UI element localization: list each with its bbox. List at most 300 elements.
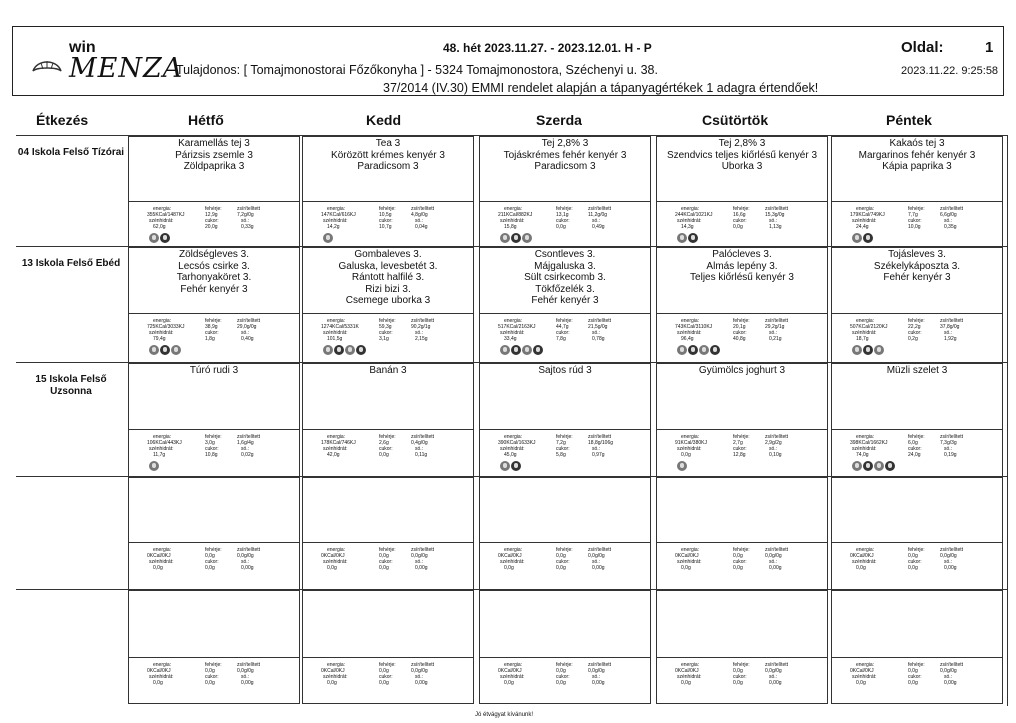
- protein-value: 0,0g: [379, 668, 389, 674]
- fat-value: 29,2g/1g: [765, 324, 785, 330]
- nutrition-cell: [656, 430, 828, 477]
- column-header-meal: Étkezés: [36, 112, 89, 128]
- carb-label: szénhidrát:: [852, 674, 877, 680]
- carb-value: 79,4g: [153, 336, 166, 342]
- allergen-icon: [533, 345, 543, 355]
- menu-item: Zöldségleves 3.: [178, 249, 250, 260]
- protein-label: fehérje:: [379, 547, 396, 553]
- menu-cell: [479, 363, 651, 430]
- protein-label: fehérje:: [205, 547, 222, 553]
- allergen-icon: [677, 345, 687, 355]
- menu-cell: [831, 247, 1003, 314]
- energy-value: 390KCal/1633KJ: [498, 440, 536, 446]
- allergen-icon: [522, 233, 532, 243]
- nutrition-cell: [479, 658, 651, 704]
- carb-label: szénhidrát:: [149, 218, 174, 224]
- fat-label: zsír/telített: [237, 547, 261, 553]
- logo-menza: MENZA: [69, 53, 184, 84]
- protein-label: fehérje:: [205, 206, 222, 212]
- fat-value: 0,0g/0g: [940, 668, 957, 674]
- carb-label: szénhidrát:: [323, 218, 348, 224]
- salt-label: só.:: [944, 330, 953, 336]
- carb-value: 0,0g: [681, 452, 691, 458]
- salt-label: só.:: [241, 559, 250, 565]
- nutrition-cell: [128, 543, 300, 590]
- sugar-value: 0,0g: [908, 680, 918, 686]
- menu-item: Tea 3: [375, 138, 401, 149]
- nutrition-cell: [479, 202, 651, 247]
- allergen-icon: [522, 345, 532, 355]
- carb-value: 62,0g: [153, 224, 166, 230]
- sugar-label: cukor:: [556, 674, 570, 680]
- menu-cell: [831, 590, 1003, 658]
- carb-label: szénhidrát:: [852, 446, 877, 452]
- fat-label: zsír/telített: [765, 206, 789, 212]
- salt-label: só.:: [241, 446, 250, 452]
- menu-item: Túró rudi 3: [189, 365, 239, 376]
- menu-item: Rizi bizi 3.: [365, 283, 411, 295]
- allergen-icon: [677, 233, 687, 243]
- fat-value: 90,2g/1g: [411, 324, 431, 330]
- sugar-label: cukor:: [379, 446, 393, 452]
- grid-right-border: [1007, 135, 1008, 706]
- fat-label: zsír/telített: [237, 434, 261, 440]
- energy-value: 1274KCal/5331K: [321, 324, 359, 330]
- menu-cell: [302, 590, 474, 658]
- sugar-value: 12,8g: [733, 452, 746, 458]
- fat-label: zsír/telített: [237, 318, 261, 324]
- meal-label: 15 Iskola Felső Uzsonna: [35, 374, 107, 397]
- salt-value: 1,92g: [944, 336, 957, 342]
- owner-line: Tulajdonos: [ Tomajmonostorai Főzőkonyha ] - 5324 Tomajmonostora, Széchenyi u. 38.: [176, 63, 658, 77]
- carb-label: szénhidrát:: [500, 330, 525, 336]
- energy-label: energia:: [504, 434, 523, 440]
- menu-item: Szendvics teljes kiőrlésű kenyér 3: [666, 149, 818, 161]
- menu-cell: [831, 477, 1003, 543]
- sugar-label: cukor:: [205, 330, 219, 336]
- nutrition-cell: [128, 658, 300, 704]
- salt-label: só.:: [944, 674, 953, 680]
- allergen-icon: [160, 345, 170, 355]
- energy-value: 244KCal/1021KJ: [675, 212, 713, 218]
- salt-label: só.:: [592, 218, 601, 224]
- menu-cell: [128, 590, 300, 658]
- salt-label: só.:: [769, 218, 778, 224]
- protein-value: 44,7g: [556, 324, 569, 330]
- salt-label: só.:: [415, 446, 424, 452]
- menu-item: Fehér kenyér 3: [883, 272, 951, 283]
- menu-cell: [656, 136, 828, 202]
- nutrition-cell: [656, 543, 828, 590]
- salt-value: 0,19g: [944, 452, 957, 458]
- allergen-icon: [160, 233, 170, 243]
- fat-label: zsír/telített: [940, 547, 964, 553]
- protein-value: 22,2g: [908, 324, 921, 330]
- allergen-icon: [511, 233, 521, 243]
- protein-label: fehérje:: [205, 434, 222, 440]
- energy-value: 398KCal/1662KJ: [850, 440, 888, 446]
- fat-value: 0,0g/0g: [237, 668, 254, 674]
- protein-label: fehérje:: [205, 318, 222, 324]
- column-header-day: Péntek: [886, 112, 932, 128]
- allergen-icon: [149, 233, 159, 243]
- sugar-value: 1,8g: [205, 336, 215, 342]
- sugar-value: 0,0g: [556, 680, 566, 686]
- fat-value: 15,3g/0g: [765, 212, 785, 218]
- sugar-value: 0,0g: [733, 680, 743, 686]
- carb-value: 101,5g: [327, 336, 343, 342]
- carb-value: 0,0g: [856, 680, 866, 686]
- nutrition-cell: [831, 658, 1003, 704]
- protein-value: 7,7g: [908, 212, 918, 218]
- energy-value: 0KCal/0KJ: [498, 668, 522, 674]
- allergen-icon: [885, 461, 895, 471]
- allergen-icon: [323, 345, 333, 355]
- energy-label: energia:: [153, 434, 172, 440]
- sugar-value: 10,7g: [379, 224, 392, 230]
- sugar-label: cukor:: [733, 446, 747, 452]
- allergen-icon: [852, 233, 862, 243]
- energy-label: energia:: [504, 206, 523, 212]
- carb-value: 0,0g: [681, 680, 691, 686]
- energy-label: energia:: [856, 662, 875, 668]
- protein-label: fehérje:: [379, 662, 396, 668]
- energy-value: 0KCal/0KJ: [850, 553, 874, 559]
- menu-item: Teljes kiőrlésű kenyér 3: [690, 272, 794, 283]
- allergen-icons: [149, 461, 159, 471]
- fat-label: zsír/telített: [940, 318, 964, 324]
- energy-label: energia:: [681, 434, 700, 440]
- sugar-value: 0,2g: [908, 336, 918, 342]
- allergen-icon: [710, 345, 720, 355]
- menu-item: Galuska, levesbetét 3.: [338, 260, 438, 272]
- protein-value: 16,6g: [733, 212, 746, 218]
- sugar-label: cukor:: [556, 446, 570, 452]
- salt-value: 0,00g: [241, 565, 254, 571]
- carb-label: szénhidrát:: [149, 559, 174, 565]
- fat-value: 2,9g/2g: [765, 440, 782, 446]
- fat-value: 6,6g/0g: [940, 212, 957, 218]
- menu-item: Sajtos rúd 3: [538, 365, 592, 376]
- allergen-icon: [500, 345, 510, 355]
- fat-label: zsír/telített: [765, 318, 789, 324]
- sugar-label: cukor:: [733, 330, 747, 336]
- nutrition-cell: [128, 314, 300, 363]
- menu-item: Tökfőzelék 3.: [535, 283, 595, 295]
- nutrition-cell: [302, 658, 474, 704]
- energy-value: 507KCal/2120KJ: [850, 324, 888, 330]
- fat-value: 0,0g/0g: [765, 553, 782, 559]
- carb-value: 24,4g: [856, 224, 869, 230]
- sugar-value: 40,8g: [733, 336, 746, 342]
- carb-value: 74,0g: [856, 452, 869, 458]
- salt-value: 0,33g: [241, 224, 254, 230]
- fat-value: 21,5g/0g: [588, 324, 608, 330]
- menu-cell: [479, 590, 651, 658]
- protein-value: 7,2g: [556, 440, 566, 446]
- energy-label: energia:: [856, 206, 875, 212]
- sugar-value: 5,8g: [556, 452, 566, 458]
- energy-value: 211KCal/882KJ: [498, 212, 533, 218]
- menu-cell: [302, 247, 474, 314]
- carb-value: 0,0g: [856, 565, 866, 571]
- energy-label: energia:: [681, 206, 700, 212]
- nutrition-cell: [831, 202, 1003, 247]
- salt-value: 0,00g: [944, 680, 957, 686]
- menu-item: Uborka 3: [721, 161, 763, 172]
- sugar-value: 3,1g: [379, 336, 389, 342]
- page-label: Oldal:: [901, 39, 944, 56]
- fat-label: zsír/telített: [940, 434, 964, 440]
- menu-cell: [656, 477, 828, 543]
- salt-label: só.:: [769, 559, 778, 565]
- carb-value: 42,0g: [327, 452, 340, 458]
- sugar-value: 10,8g: [205, 452, 218, 458]
- fat-label: zsír/telített: [765, 547, 789, 553]
- menu-item: Csontleves 3.: [534, 249, 596, 260]
- carb-label: szénhidrát:: [500, 674, 525, 680]
- energy-value: 0KCal/0KJ: [321, 553, 345, 559]
- sugar-label: cukor:: [205, 674, 219, 680]
- carb-label: szénhidrát:: [323, 446, 348, 452]
- sugar-label: cukor:: [733, 559, 747, 565]
- nutrition-cell: [302, 430, 474, 477]
- allergen-icon: [874, 345, 884, 355]
- salt-label: só.:: [415, 330, 424, 336]
- salt-value: 0,00g: [241, 680, 254, 686]
- energy-label: energia:: [681, 318, 700, 324]
- protein-value: 2,6g: [379, 440, 389, 446]
- menu-item: Karamellás tej 3: [178, 138, 250, 149]
- winmenza-logo: [29, 37, 184, 87]
- carb-value: 45,0g: [504, 452, 517, 458]
- energy-label: energia:: [153, 662, 172, 668]
- salt-label: só.:: [769, 674, 778, 680]
- salt-label: só.:: [592, 446, 601, 452]
- salt-label: só.:: [241, 330, 250, 336]
- protein-label: fehérje:: [733, 662, 750, 668]
- protein-label: fehérje:: [908, 662, 925, 668]
- energy-value: 355KCal/1487KJ: [147, 212, 185, 218]
- energy-value: 147KCal/616KJ: [321, 212, 356, 218]
- salt-label: só.:: [415, 674, 424, 680]
- menu-item: Palócleves 3.: [712, 249, 772, 260]
- allergen-icons: [852, 461, 895, 471]
- protein-value: 0,0g: [733, 553, 743, 559]
- salt-value: 0,00g: [769, 680, 782, 686]
- fat-label: zsír/telített: [411, 318, 435, 324]
- fat-label: zsír/telített: [588, 318, 612, 324]
- sugar-label: cukor:: [205, 446, 219, 452]
- protein-value: 0,0g: [556, 668, 566, 674]
- menu-cell: [831, 363, 1003, 430]
- carb-label: szénhidrát:: [500, 559, 525, 565]
- salt-value: 0,04g: [415, 224, 428, 230]
- allergen-icon: [874, 461, 884, 471]
- carb-label: szénhidrát:: [852, 559, 877, 565]
- menu-item: Fehér kenyér 3: [180, 283, 248, 295]
- nutrition-cell: [656, 658, 828, 704]
- nutrition-cell: [831, 314, 1003, 363]
- nutrition-cell: [128, 202, 300, 247]
- allergen-icon: [699, 345, 709, 355]
- page-number: 1: [985, 39, 994, 56]
- menu-item: Kápia paprika 3: [882, 161, 952, 172]
- printed-timestamp: 2023.11.22. 9:25:58: [901, 65, 999, 77]
- salt-value: 0,21g: [769, 336, 782, 342]
- menu-cell: [128, 136, 300, 202]
- menu-item: Székelykáposzta 3.: [873, 260, 961, 272]
- fat-label: zsír/telített: [940, 206, 964, 212]
- nutrition-cell: [831, 430, 1003, 477]
- energy-label: energia:: [856, 547, 875, 553]
- sugar-value: 0,0g: [556, 565, 566, 571]
- menu-item: Tarhonyaköret 3.: [176, 272, 252, 283]
- allergen-icon: [149, 461, 159, 471]
- salt-label: só.:: [944, 218, 953, 224]
- allergen-icon: [171, 345, 181, 355]
- fat-value: 0,0g/0g: [588, 668, 605, 674]
- sugar-label: cukor:: [556, 330, 570, 336]
- fat-value: 0,0g/0g: [411, 668, 428, 674]
- protein-label: fehérje:: [908, 206, 925, 212]
- menu-item: Paradicsom 3: [534, 161, 596, 172]
- protein-value: 0,0g: [205, 553, 215, 559]
- menu-item: Körözött krémes kenyér 3: [331, 149, 445, 161]
- carb-value: 33,4g: [504, 336, 517, 342]
- sugar-label: cukor:: [908, 446, 922, 452]
- sugar-label: cukor:: [908, 218, 922, 224]
- sugar-value: 0,0g: [379, 680, 389, 686]
- menu-cell: [479, 136, 651, 202]
- energy-value: 178KCal/746KJ: [321, 440, 356, 446]
- menu-item: Banán 3: [369, 365, 407, 376]
- allergen-icons: [500, 233, 532, 243]
- menu-item: Almás lepény 3.: [706, 260, 778, 272]
- fat-label: zsír/telített: [765, 434, 789, 440]
- sugar-value: 20,0g: [205, 224, 218, 230]
- carb-value: 0,0g: [504, 680, 514, 686]
- salt-value: 1,13g: [769, 224, 782, 230]
- carb-label: szénhidrát:: [323, 559, 348, 565]
- salt-value: 0,00g: [592, 680, 605, 686]
- fat-value: 1,6g/4g: [237, 440, 254, 446]
- protein-value: 59,3g: [379, 324, 392, 330]
- nutrition-cell: [128, 430, 300, 477]
- menu-item: Paradicsom 3: [357, 161, 419, 172]
- salt-value: 0,40g: [241, 336, 254, 342]
- allergen-icon: [863, 461, 873, 471]
- protein-value: 10,5g: [379, 212, 392, 218]
- carb-label: szénhidrát:: [852, 218, 877, 224]
- salt-value: 0,00g: [415, 680, 428, 686]
- carb-value: 14,2g: [327, 224, 340, 230]
- protein-label: fehérje:: [908, 434, 925, 440]
- allergen-icon: [345, 345, 355, 355]
- protein-value: 0,0g: [379, 553, 389, 559]
- fat-label: zsír/telített: [765, 662, 789, 668]
- allergen-icon: [334, 345, 344, 355]
- salt-label: só.:: [241, 218, 250, 224]
- protein-label: fehérje:: [908, 318, 925, 324]
- fat-value: 37,8g/0g: [940, 324, 960, 330]
- energy-label: energia:: [327, 662, 346, 668]
- nutrition-cell: [302, 202, 474, 247]
- sugar-value: 0,0g: [733, 565, 743, 571]
- menu-item: Tojáskrémes fehér kenyér 3: [503, 149, 627, 161]
- protein-value: 0,0g: [205, 668, 215, 674]
- salt-value: 0,00g: [415, 565, 428, 571]
- fat-label: zsír/telített: [588, 434, 612, 440]
- fat-value: 7,2g/0g: [237, 212, 254, 218]
- fat-label: zsír/telített: [588, 206, 612, 212]
- carb-value: 11,7g: [153, 452, 166, 458]
- menu-item: Gombaleves 3.: [354, 249, 422, 260]
- sugar-value: 0,0g: [205, 680, 215, 686]
- energy-value: 743KCal/3110KJ: [675, 324, 713, 330]
- fat-value: 0,0g/0g: [237, 553, 254, 559]
- sugar-label: cukor:: [556, 559, 570, 565]
- croissant-icon: [31, 55, 63, 79]
- meal-label: 04 Iskola Felső Tízórai: [17, 147, 125, 158]
- fat-label: zsír/telített: [411, 206, 435, 212]
- fat-value: 11,2g/0g: [588, 212, 608, 218]
- menu-item: Tej 2,8% 3: [541, 138, 589, 149]
- energy-value: 0KCal/0KJ: [321, 668, 345, 674]
- document-header: [12, 26, 1004, 96]
- carb-label: szénhidrát:: [149, 446, 174, 452]
- energy-label: energia:: [681, 547, 700, 553]
- salt-value: 0,97g: [592, 452, 605, 458]
- menu-cell: [128, 477, 300, 543]
- menu-cell: [656, 363, 828, 430]
- sugar-label: cukor:: [908, 559, 922, 565]
- fat-value: 29,0g/0g: [237, 324, 257, 330]
- protein-label: fehérje:: [379, 434, 396, 440]
- carb-value: 0,0g: [504, 565, 514, 571]
- menu-cell: [302, 136, 474, 202]
- sugar-value: 0,0g: [379, 565, 389, 571]
- menu-cell: [302, 477, 474, 543]
- energy-label: energia:: [681, 662, 700, 668]
- allergen-icon: [500, 461, 510, 471]
- nutrition-cell: [302, 543, 474, 590]
- allergen-icon: [688, 345, 698, 355]
- carb-value: 0,0g: [153, 565, 163, 571]
- sugar-value: 7,8g: [556, 336, 566, 342]
- menu-item: Zöldpaprika 3: [183, 161, 245, 172]
- salt-label: só.:: [944, 446, 953, 452]
- carb-value: 0,0g: [327, 565, 337, 571]
- menu-item: Sült csirkecomb 3.: [524, 272, 606, 283]
- footer-note: Jó étvágyat kívánunk!: [475, 712, 534, 718]
- protein-value: 0,0g: [733, 668, 743, 674]
- sugar-label: cukor:: [205, 559, 219, 565]
- nutrition-cell: [831, 543, 1003, 590]
- carb-value: 0,0g: [327, 680, 337, 686]
- menu-item: Müzli szelet 3: [886, 365, 948, 376]
- sugar-value: 0,0g: [379, 452, 389, 458]
- energy-label: energia:: [327, 547, 346, 553]
- salt-label: só.:: [769, 330, 778, 336]
- allergen-icon: [688, 233, 698, 243]
- protein-value: 13,1g: [556, 212, 569, 218]
- protein-label: fehérje:: [908, 547, 925, 553]
- allergen-icon: [863, 233, 873, 243]
- fat-label: zsír/telített: [411, 662, 435, 668]
- fat-value: 0,0g/0g: [765, 668, 782, 674]
- protein-value: 12,9g: [205, 212, 218, 218]
